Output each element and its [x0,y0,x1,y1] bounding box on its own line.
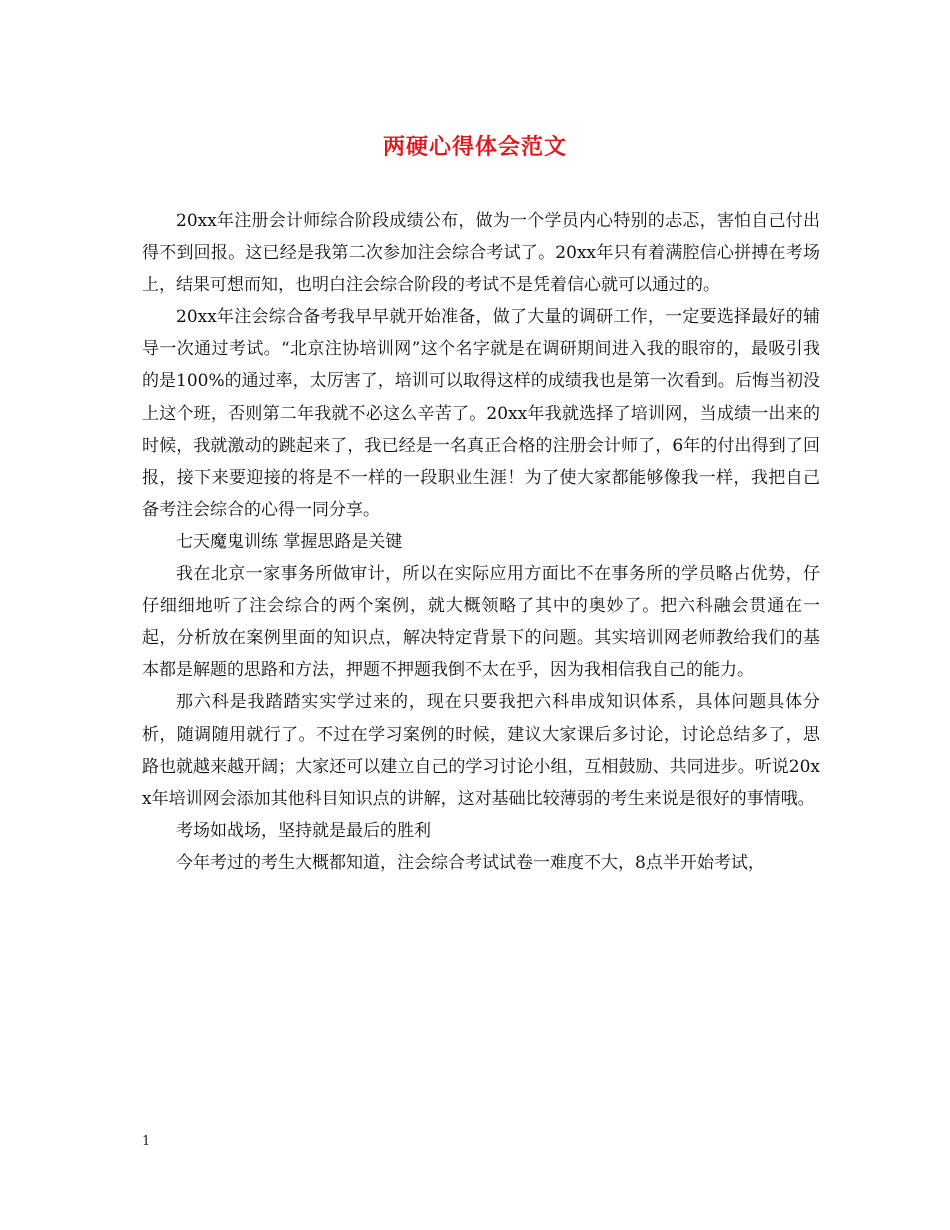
document-title: 两硬心得体会范文 [382,134,567,160]
paragraph: 我在北京一家事务所做审计，所以在实际应用方面比不在事务所的学员略占优势，仔仔细细地听了注会综合的两个案例，就大概领略了其中的奥妙了。把六科融会贯通在一起，分析放在案例里面的知识点，解决特定背景下的问题。其实培训网老师教给我们的基本都是解题的思路和方法，押题不押题我倒不太在乎，因为我相信我自己的能力。 [142,564,820,681]
paragraph: 那六科是我踏踏实实学过来的，现在只要我把六科串成知识体系，具体问题具体分析，随调随用就行了。不过在学习案例的时候，建议大家课后多讨论，讨论总结多了，思路也就越来越开阔；大家还可以建立自己的学习讨论小组，互相鼓励、共同进步。听说20xx年培训网会添加其他科目知识点的讲解，这对基础比较薄弱的考生来说是很好的事情哦。 [142,692,820,809]
section-heading: 七天魔鬼训练 掌握思路是关键 [176,531,403,552]
page-number: 1 [142,1134,151,1149]
paragraph: 20xx年注会综合备考我早早就开始准备，做了大量的调研工作，一定要选择最好的辅导一次通过考试。“北京注协培训网”这个名字就是在调研期间进入我的眼帘的，最吸引我的是100%的通过率，太厉害了，培训可以取得这样的成绩我也是第一次看到。后悔当初没上这个班，否则第二年我就不必这么辛苦了。20xx年我就选择了培训网，当成绩一出来的时候，我就激动的跳起来了，我已经是一名真正合格的注册会计师了，6年的付出得到了回报，接下来要迎接的将是不一样的一段职业生涯！为了使大家都能够像我一样，我把自己备考注会综合的心得一同分享。 [142,307,820,520]
paragraph: 今年考过的考生大概都知道，注会综合考试试卷一难度不大，8点半开始考试， [176,852,765,873]
section-heading: 考场如战场，坚持就是最后的胜利 [176,820,431,841]
paragraph: 20xx年注册会计师综合阶段成绩公布，做为一个学员内心特别的忐忑，害怕自己付出得不到回报。这已经是我第二次参加注会综合考试了。20xx年只有着满腔信心拼搏在考场上，结果可想而知，也明白注会综合阶段的考试不是凭着信心就可以通过的。 [142,211,820,296]
document-body [142,205,820,879]
